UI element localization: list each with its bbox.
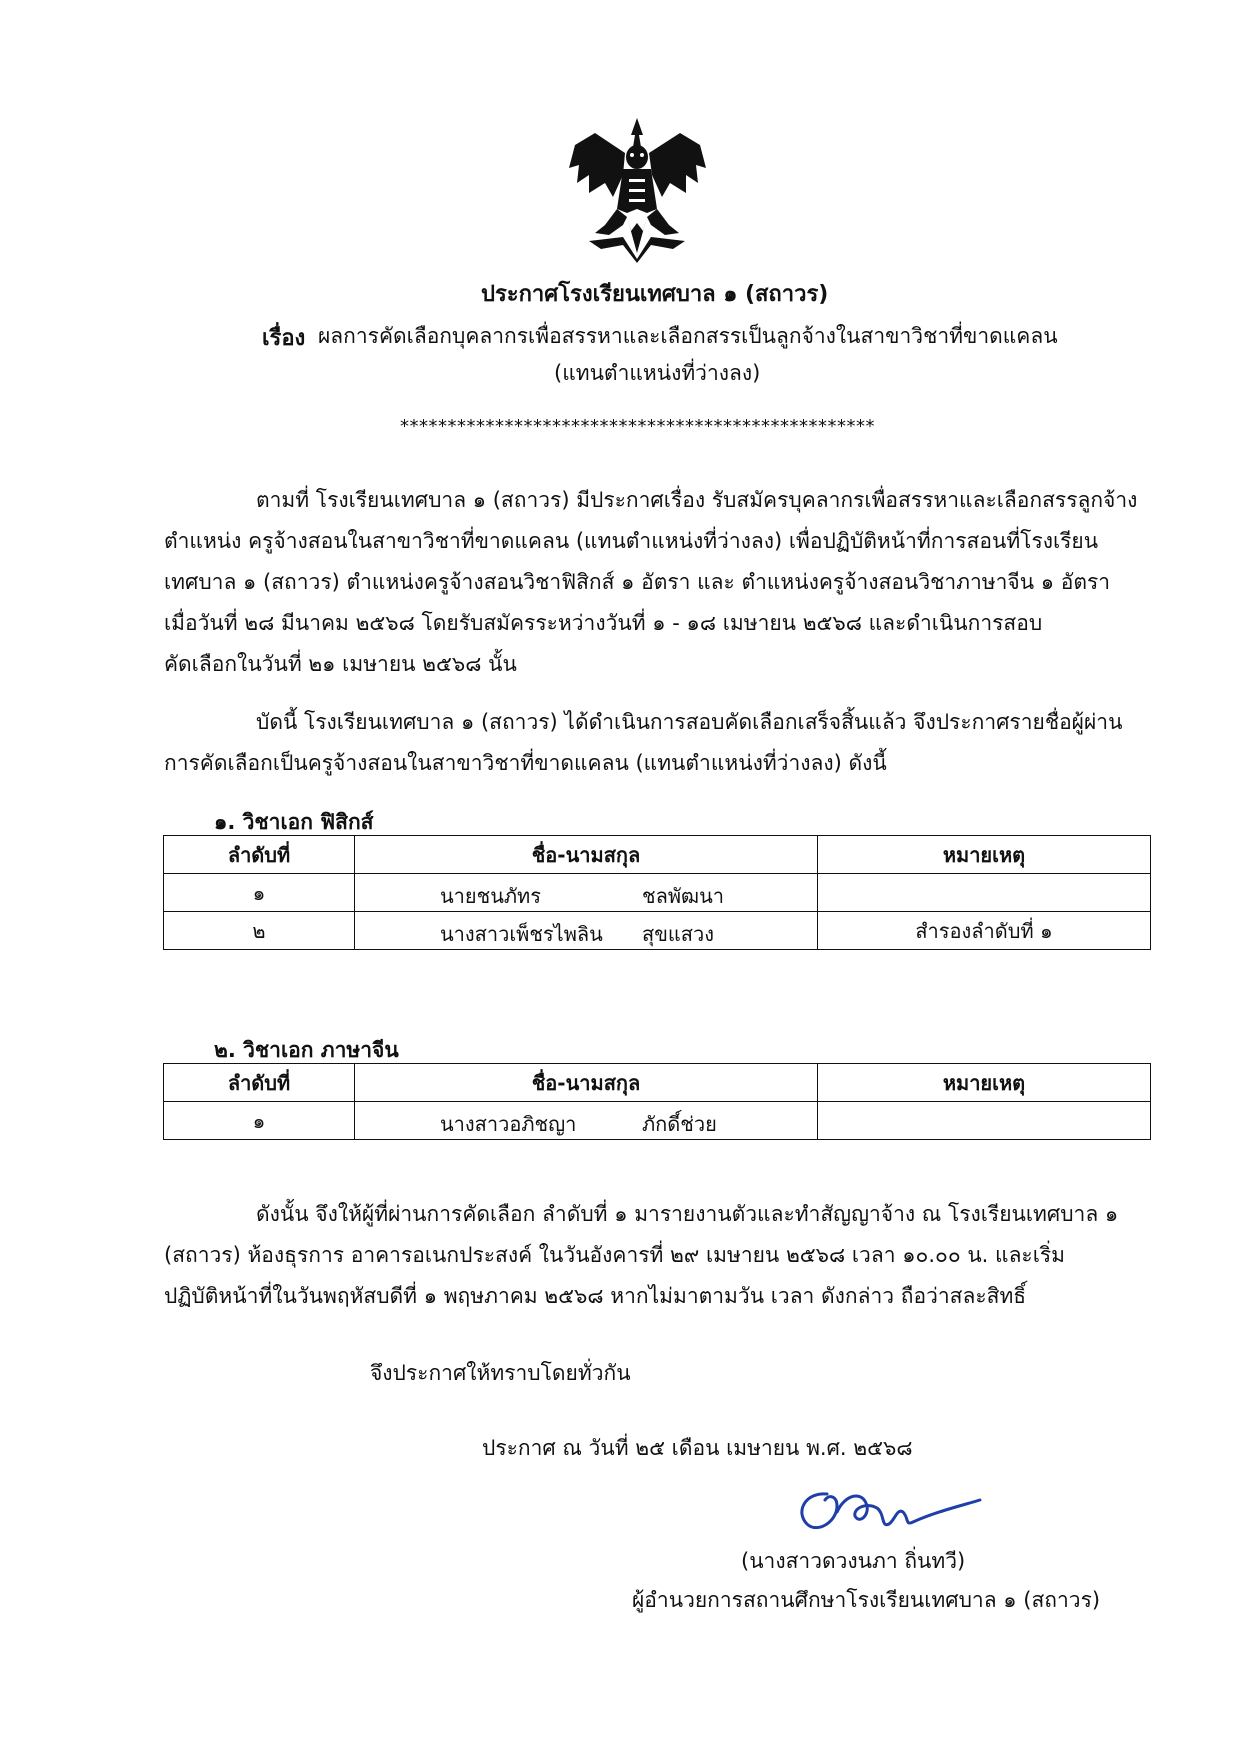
subject-label: เรื่อง — [262, 326, 306, 351]
paragraph-2-line-1: บัดนี้ โรงเรียนเทศบาล ๑ (สถาวร) ได้ดำเนินการสอบคัดเลือกเสร็จสิ้นแล้ว จึงประกาศรายชื่อผู้ผ่าน — [256, 710, 1123, 734]
paragraph-1-line-5: คัดเลือกในวันที่ ๒๑ เมษายน ๒๕๖๘ นั้น — [164, 652, 517, 676]
cell-order: ๑ — [164, 874, 355, 912]
paragraph-3-line-1: ดังนั้น จึงให้ผู้ที่ผ่านการคัดเลือก ลำดับที่ ๑ มารายงานตัวและทำสัญญาจ้าง ณ โรงเรียนเทศบาล ๑ — [256, 1202, 1119, 1226]
table-header-row — [164, 1064, 1151, 1102]
table-row — [164, 1102, 1151, 1140]
cell-remark — [818, 874, 1151, 912]
section-2-table — [163, 1063, 1151, 1140]
cell-remark: สำรองลำดับที่ ๑ — [818, 912, 1151, 950]
paragraph-3-line-2: (สถาวร) ห้องธุรการ อาคารอเนกประสงค์ ในวันอังคารที่ ๒๙ เมษายน ๒๕๖๘ เวลา ๑๐.๐๐ น. และเริ่ม — [164, 1243, 1066, 1267]
paragraph-3-line-3: ปฏิบัติหน้าที่ในวันพฤหัสบดีที่ ๑ พฤษภาคม ๒๕๖๘ หากไม่มาตามวัน เวลา ดังกล่าว ถือว่าสละสิทธิ์ — [164, 1284, 1027, 1308]
separator-line: ************************************************** — [400, 416, 875, 437]
cell-remark — [818, 1102, 1151, 1140]
paragraph-1-line-1: ตามที่ โรงเรียนเทศบาล ๑ (สถาวร) มีประกาศเรื่อง รับสมัครบุคลากรเพื่อสรรหาและเลือกสรรลูกจ้าง — [256, 488, 1138, 512]
handwritten-signature — [785, 1472, 985, 1542]
cell-order: ๑ — [164, 1102, 355, 1140]
first-name: นางสาวเพ็ชรไพลิน — [440, 922, 603, 946]
date-line: ประกาศ ณ วันที่ ๒๕ เดือน เมษายน พ.ศ. ๒๕๖๘ — [482, 1436, 913, 1460]
announcement-title: ประกาศโรงเรียนเทศบาล ๑ (สถาวร) — [481, 282, 829, 307]
subject-text: ผลการคัดเลือกบุคลากรเพื่อสรรหาและเลือกสรรเป็นลูกจ้างในสาขาวิชาที่ขาดแคลน — [318, 324, 1058, 348]
first-name: นายชนภัทร — [440, 884, 541, 908]
signer-position: ผู้อำนวยการสถานศึกษาโรงเรียนเทศบาล ๑ (สถาวร) — [632, 1588, 1101, 1612]
closing-line: จึงประกาศให้ทราบโดยทั่วกัน — [370, 1361, 631, 1385]
cell-name — [355, 912, 818, 950]
section-2-heading: ๒. วิชาเอก ภาษาจีน — [214, 1038, 399, 1062]
paragraph-1-line-4: เมื่อวันที่ ๒๘ มีนาคม ๒๕๖๘ โดยรับสมัครระหว่างวันที่ ๑ - ๑๘ เมษายน ๒๕๖๘ และดำเนินการสอบ — [164, 611, 1043, 635]
column-header-name: ชื่อ-นามสกุล — [355, 836, 818, 874]
last-name: ชลพัฒนา — [642, 884, 724, 908]
column-header-remark: หมายเหตุ — [818, 1064, 1151, 1102]
signer-name: (นางสาวดวงนภา ถิ่นทวี) — [741, 1549, 966, 1573]
paragraph-1-line-2: ตำแหน่ง ครูจ้างสอนในสาขาวิชาที่ขาดแคลน (แทนตำแหน่งที่ว่างลง) เพื่อปฏิบัติหน้าที่การสอนที่โรงเรียน — [164, 529, 1099, 553]
table-row — [164, 874, 1151, 912]
subject-text-line2: (แทนตำแหน่งที่ว่างลง) — [554, 361, 761, 385]
paragraph-1-line-3: เทศบาล ๑ (สถาวร) ตำแหน่งครูจ้างสอนวิชาฟิสิกส์ ๑ อัตรา และ ตำแหน่งครูจ้างสอนวิชาภาษาจีน ๑ อัตรา — [164, 570, 1111, 594]
column-header-remark: หมายเหตุ — [818, 836, 1151, 874]
paragraph-2-line-2: การคัดเลือกเป็นครูจ้างสอนในสาขาวิชาที่ขาดแคลน (แทนตำแหน่งที่ว่างลง) ดังนี้ — [164, 751, 887, 775]
cell-name — [355, 874, 818, 912]
cell-order: ๒ — [164, 912, 355, 950]
last-name: สุขแสวง — [642, 922, 714, 946]
column-header-order: ลำดับที่ — [164, 836, 355, 874]
table-row — [164, 912, 1151, 950]
column-header-name: ชื่อ-นามสกุล — [355, 1064, 818, 1102]
section-1-table — [163, 835, 1151, 950]
garuda-emblem — [565, 113, 710, 263]
column-header-order: ลำดับที่ — [164, 1064, 355, 1102]
section-1-heading: ๑. วิชาเอก ฟิสิกส์ — [214, 810, 374, 834]
table-header-row — [164, 836, 1151, 874]
first-name: นางสาวอภิชญา — [440, 1112, 577, 1136]
cell-name — [355, 1102, 818, 1140]
last-name: ภักดี์ช่วย — [642, 1112, 717, 1136]
